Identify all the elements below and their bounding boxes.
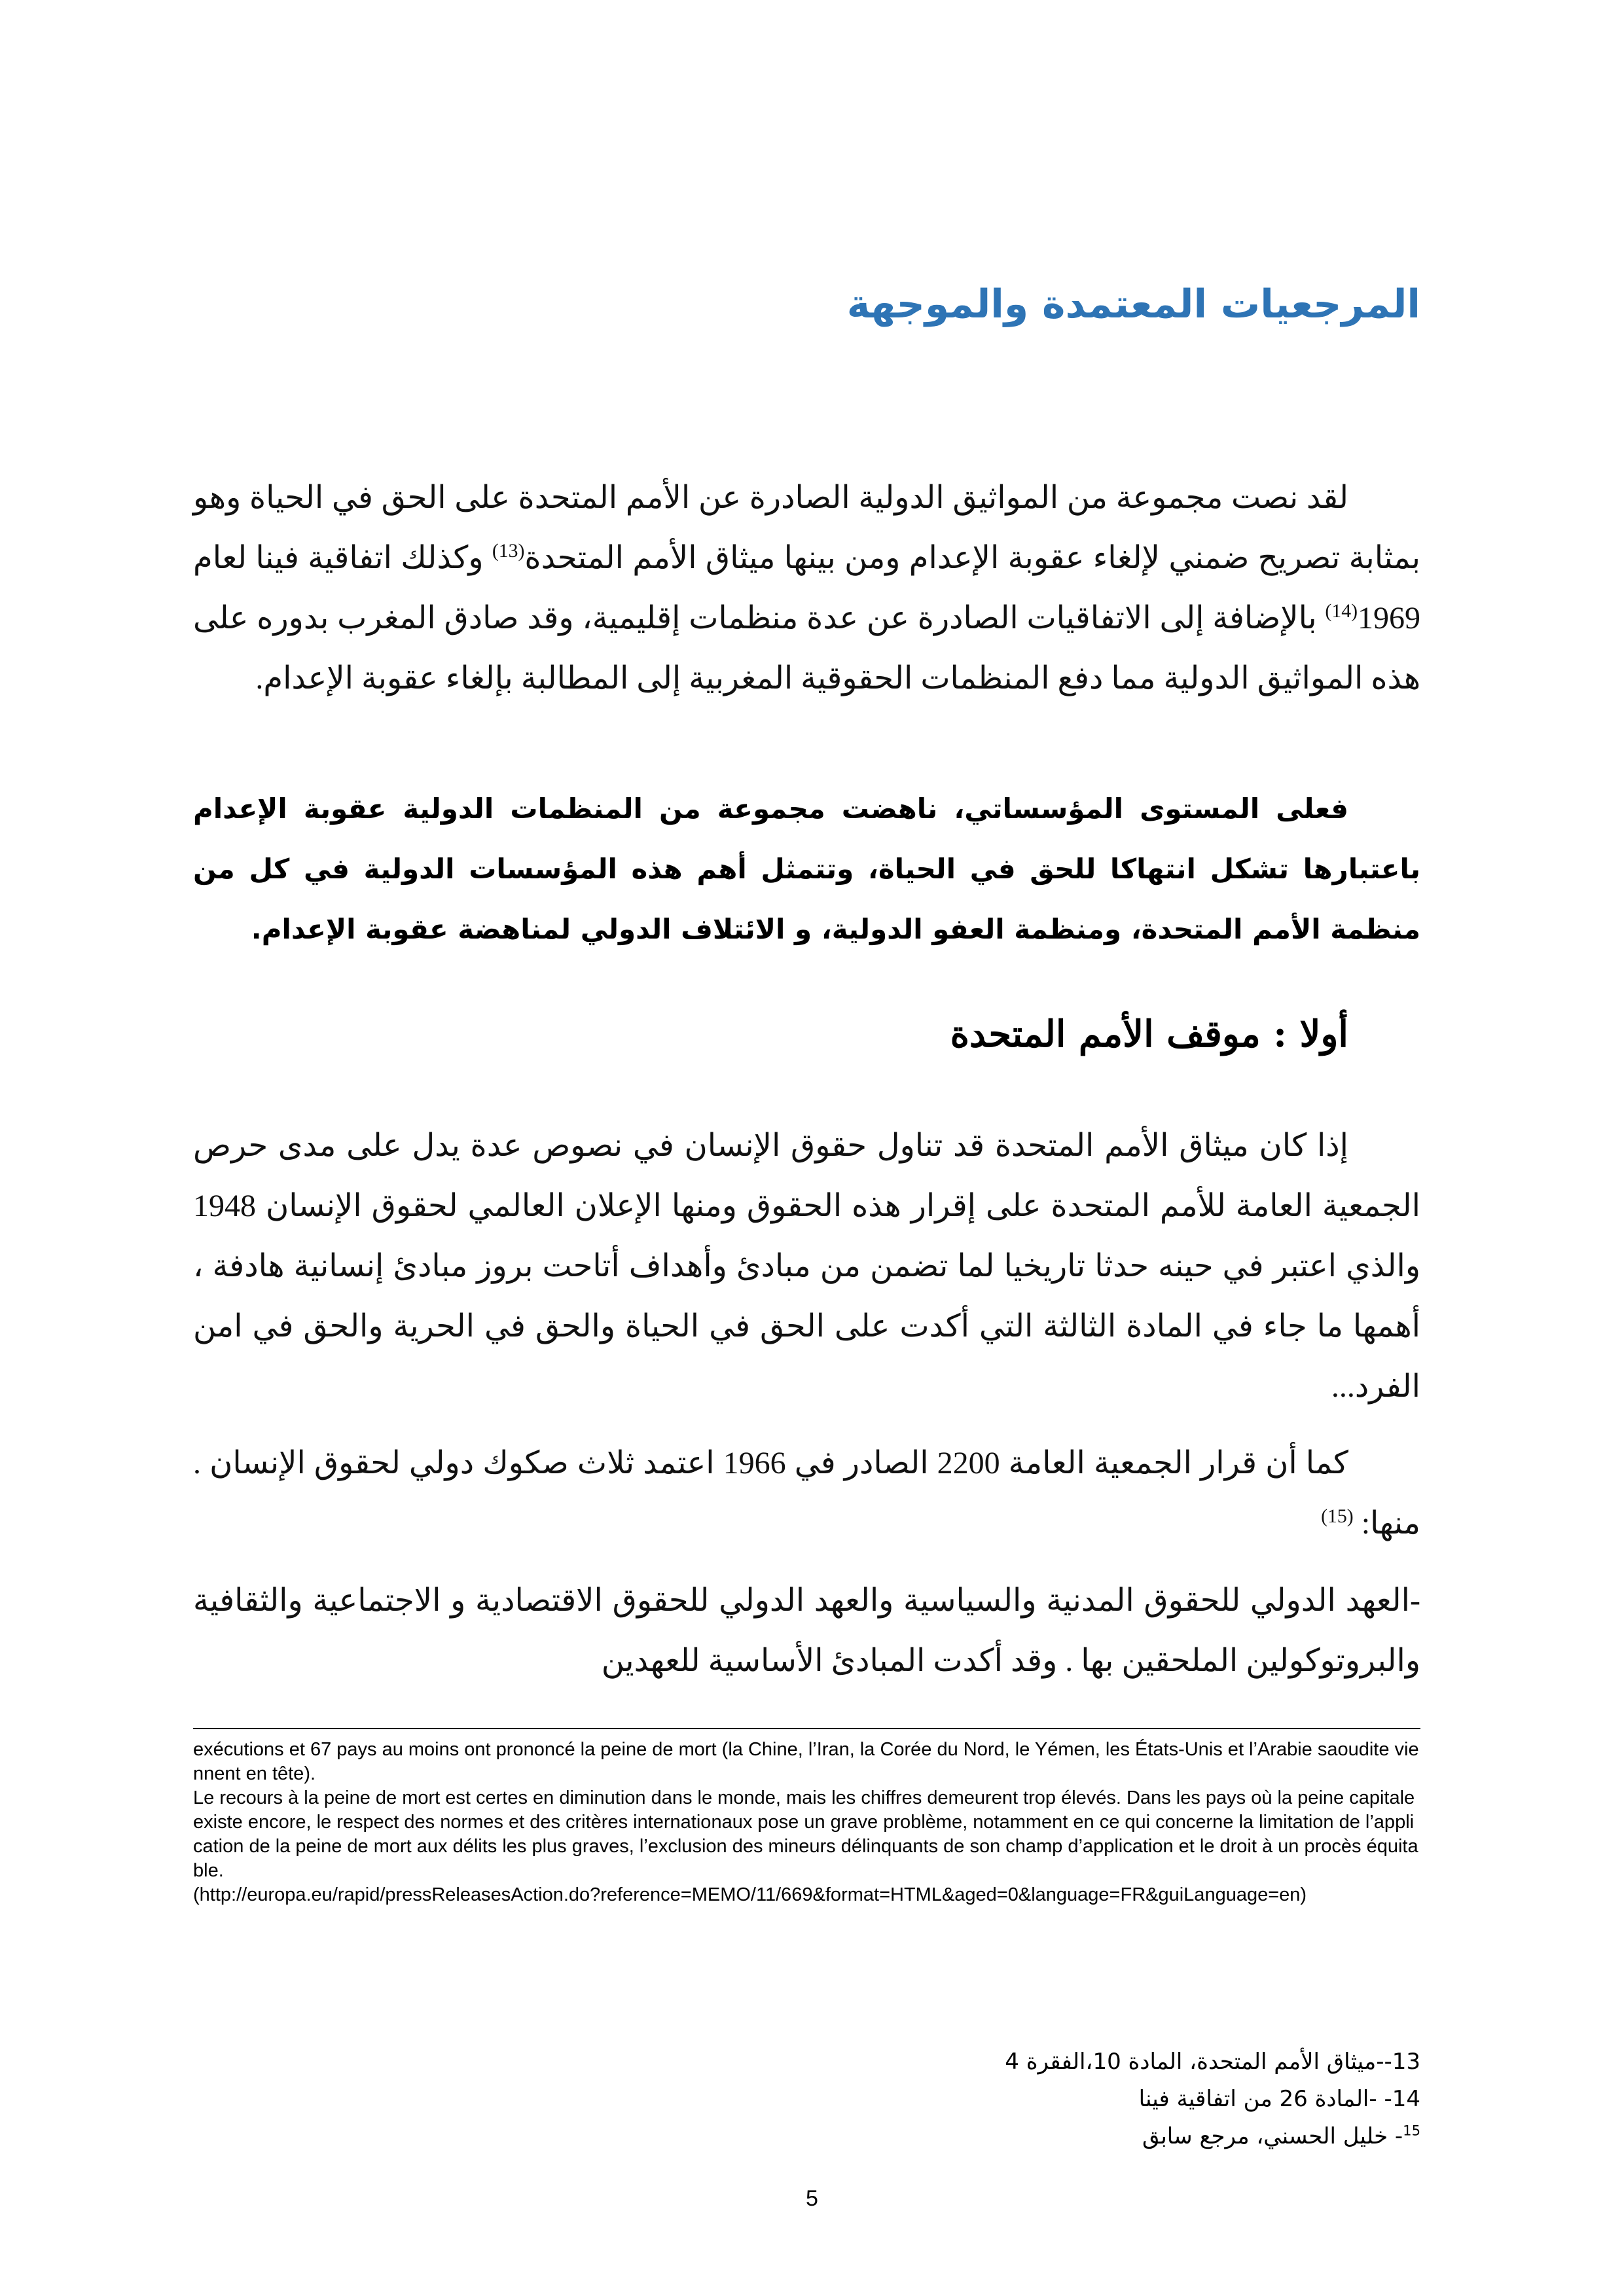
- footnote-separator: [193, 1728, 1420, 1729]
- institutional-paragraph: [193, 779, 1420, 960]
- page-number: 5: [806, 2186, 818, 2211]
- intro-text-a: لقد نصت مجموعة من المواثيق الدولية الصادرة عن الأمم المتحدة على الحق في الحياة وهو بمثابة تصريح ضمني لإلغاء عقوبة الإعدام ومن بينها ميثاق الأمم المتحدة: [193, 480, 1420, 575]
- intro-text-b: وكذلك اتفاقية فينا لعام 1969: [193, 541, 1420, 636]
- resolution-paragraph: [193, 1433, 1420, 1554]
- footnote-15: [655, 2120, 1420, 2153]
- footnote-14-number: 14: [1392, 2086, 1420, 2112]
- footnote-13-text: --ميثاق الأمم المتحدة، المادة 10،الفقرة 4: [1005, 2049, 1392, 2075]
- intro-text-c: بالإضافة إلى الاتفاقيات الصادرة عن عدة منظمات إقليمية، وقد صادق المغرب بدوره على هذه المواثيق الدولية مما دفع المنظمات الحقوقية المغربية إلى المطالبة بإلغاء عقوبة الإعدام.: [193, 601, 1420, 696]
- french-footnote: [193, 1738, 1420, 1907]
- section-heading: أولا : موقف الأمم المتحدة: [950, 1013, 1348, 1056]
- footnote-15-number: 15: [1403, 2122, 1420, 2139]
- covenants-paragraph: [193, 1571, 1420, 1691]
- french-footnote-url: (http://europa.eu/rapid/pressReleasesAction.do?reference=MEMO/11/669&format=HTML&aged=0&language=FR&guiLanguage=en): [193, 1884, 1307, 1905]
- un-charter-paragraph: [193, 1116, 1420, 1417]
- footnote-ref-15: (15): [1321, 1505, 1354, 1527]
- un-charter-text: إذا كان ميثاق الأمم المتحدة قد تناول حقوق الإنسان في نصوص عدة يدل على مدى حرص الجمعية العامة للأمم المتحدة على إقرار هذه الحقوق ومنها الإعلان العالمي لحقوق الإنسان 1948 والذي اعتبر في حينه حدثا تاريخيا لما تضمن من مبادئ وأهداف أتاحت بروز مبادئ إنسانية هادفة ، أهمها ما جاء في المادة الثالثة التي أكدت على الحق في الحياة والحق في الحرية والحق في امن الفرد...: [193, 1128, 1420, 1404]
- page-title: المرجعيات المعتمدة والموجهة: [846, 281, 1420, 327]
- footnote-14-text: - -المادة 26 من اتفاقية فينا: [1138, 2086, 1392, 2112]
- footnote-ref-13: (13): [492, 540, 525, 562]
- covenants-text: -العهد الدولي للحقوق المدنية والسياسية والعهد الدولي للحقوق الاقتصادية و الاجتماعية والثقافية والبروتوكولين الملحقين بها . وقد أكدت المبادئ الأساسية للعهدين: [193, 1583, 1420, 1678]
- resolution-text: كما أن قرار الجمعية العامة 2200 الصادر في 1966 اعتمد ثلاث صكوك دولي لحقوق الإنسان . منها:: [193, 1446, 1420, 1541]
- footnote-13: [655, 2045, 1420, 2078]
- intro-paragraph: [193, 468, 1420, 709]
- french-footnote-line-2: Le recours à la peine de mort est certes en diminution dans le monde, mais les chiffres demeurent trop élevés. Dans les pays où la peine capitale existe encore, le respect des normes et des critères internationaux pose un grave problème, notamment en ce qui concerne la limitation de l’application de la peine de mort aux délits les plus graves, l’exclusion des mineurs délinquants de son champ d’application et le droit à un procès équitable.: [193, 1787, 1418, 1881]
- footnote-14: [655, 2083, 1420, 2115]
- footnote-15-text: - خليل الحسني، مرجع سابق: [1142, 2123, 1403, 2149]
- footnote-13-number: 13: [1392, 2049, 1420, 2075]
- french-footnote-line-1: exécutions et 67 pays au moins ont prononcé la peine de mort (la Chine, l’Iran, la Corée du Nord, le Yémen, les États-Unis et l’Arabie saoudite viennent en tête).: [193, 1739, 1419, 1784]
- institutional-text: فعلى المستوى المؤسساتي، ناهضت مجموعة من المنظمات الدولية عقوبة الإعدام باعتبارها تشكل انتهاكا للحق في الحياة، وتتمثل أهم هذه المؤسسات الدولية في كل من منظمة الأمم المتحدة، ومنظمة العفو الدولية، و الائتلاف الدولي لمناهضة عقوبة الإعدام.: [193, 793, 1420, 945]
- footnote-ref-14: (14): [1325, 600, 1358, 622]
